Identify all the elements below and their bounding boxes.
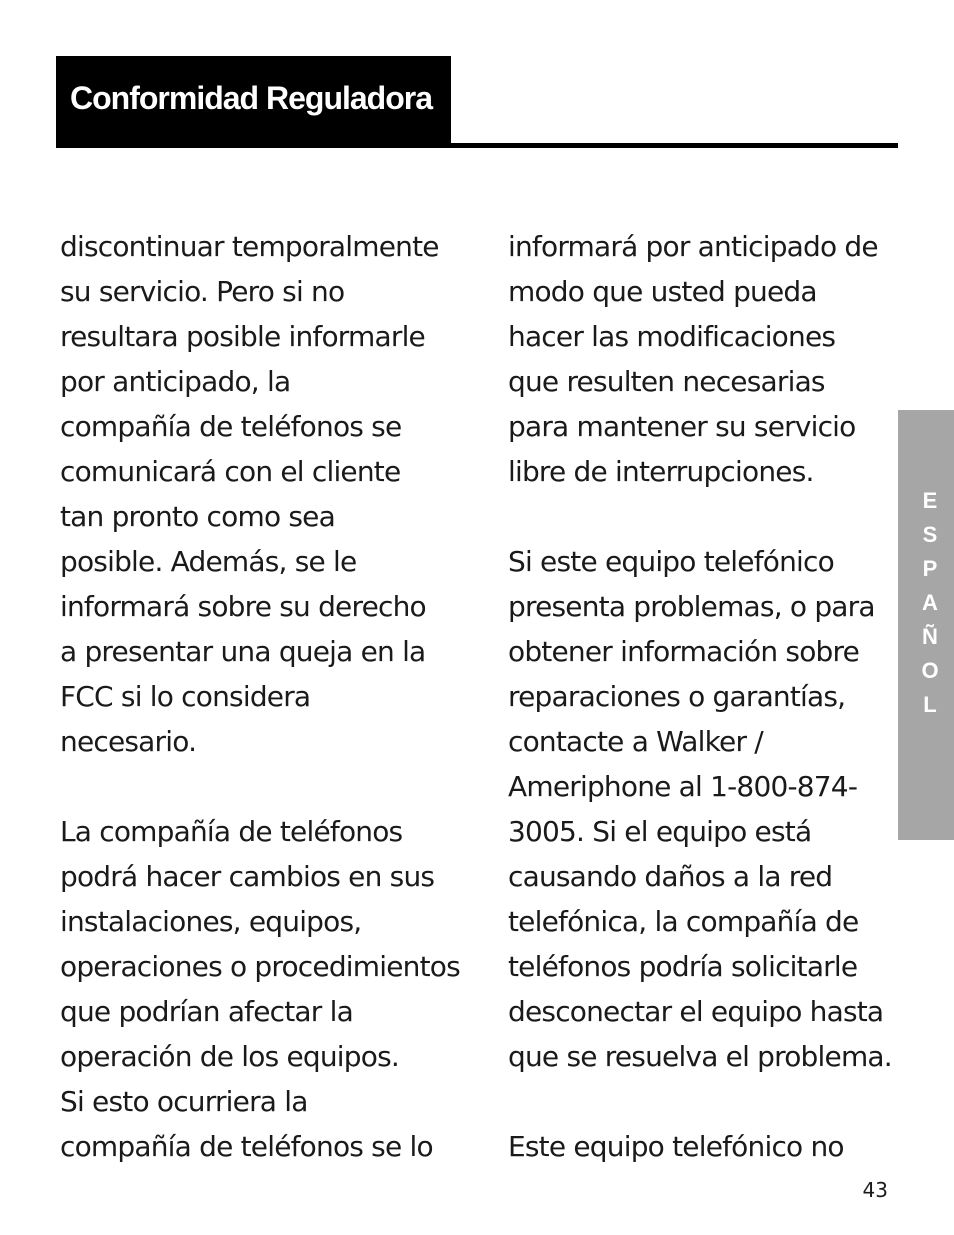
tab-letter: P [922, 556, 938, 581]
text-line: posible. Además, se le [60, 545, 357, 578]
text-line: contacte a Walker / [508, 725, 763, 758]
tab-letter: S [922, 522, 938, 547]
text-line: operaciones o procedimientos [60, 950, 460, 983]
text-line: obtener información sobre [508, 635, 860, 668]
paragraph-gap [508, 494, 893, 539]
tab-letter: L [923, 692, 937, 717]
paragraph-gap [60, 764, 455, 809]
text-line: podrá hacer cambios en sus [60, 860, 435, 893]
language-tab-label [898, 484, 954, 722]
text-line: desconectar el equipo hasta [508, 995, 884, 1028]
text-line: su servicio. Pero si no [60, 275, 345, 308]
text-line: para mantener su servicio [508, 410, 856, 443]
text-line: instalaciones, equipos, [60, 905, 362, 938]
text-line: teléfonos podría solicitarle [508, 950, 858, 983]
text-line: Ameriphone al 1-800-874- [508, 770, 858, 803]
text-line: hacer las modificaciones [508, 320, 836, 353]
text-line: reparaciones o garantías, [508, 680, 846, 713]
text-line: comunicará con el cliente [60, 455, 401, 488]
text-line: tan pronto como sea [60, 500, 335, 533]
paragraph-gap [508, 1079, 893, 1124]
text-line: resultara posible informarle [60, 320, 425, 353]
text-line: modo que usted pueda [508, 275, 817, 308]
text-line: por anticipado, la [60, 365, 291, 398]
left-column [60, 224, 460, 1169]
page-number: 43 [862, 1178, 888, 1202]
text-line: informará sobre su derecho [60, 590, 426, 623]
text-line: que podrían afectar la [60, 995, 353, 1028]
text-line: libre de interrupciones. [508, 455, 814, 488]
text-line: que se resuelva el problema. [508, 1040, 892, 1073]
right-column [508, 224, 893, 1169]
text-line: operación de los equipos. [60, 1040, 399, 1073]
text-line: FCC si lo considera [60, 680, 311, 713]
tab-letter: E [922, 488, 938, 513]
tab-letter: O [921, 658, 939, 683]
text-line: La compañía de teléfonos [60, 815, 403, 848]
tab-letter: Ñ [922, 624, 938, 649]
text-line: Si esto ocurriera la [60, 1085, 308, 1118]
text-line: telefónica, la compañía de [508, 905, 859, 938]
text-line: causando daños a la red [508, 860, 833, 893]
text-line: Este equipo telefónico no [508, 1130, 844, 1163]
text-line: compañía de teléfonos se lo [60, 1130, 433, 1163]
text-line: informará por anticipado de [508, 230, 878, 263]
text-line: 3005. Si el equipo está [508, 815, 812, 848]
tab-letter: A [922, 590, 938, 615]
text-line: presenta problemas, o para [508, 590, 875, 623]
page-title: Conformidad Reguladora [70, 80, 433, 116]
text-line: que resulten necesarias [508, 365, 825, 398]
text-line: compañía de teléfonos se [60, 410, 402, 443]
text-line: Si este equipo telefónico [508, 545, 834, 578]
text-line: discontinuar temporalmente [60, 230, 439, 263]
text-line: a presentar una queja en la [60, 635, 426, 668]
text-line: necesario. [60, 725, 197, 758]
header-rule [56, 143, 898, 148]
